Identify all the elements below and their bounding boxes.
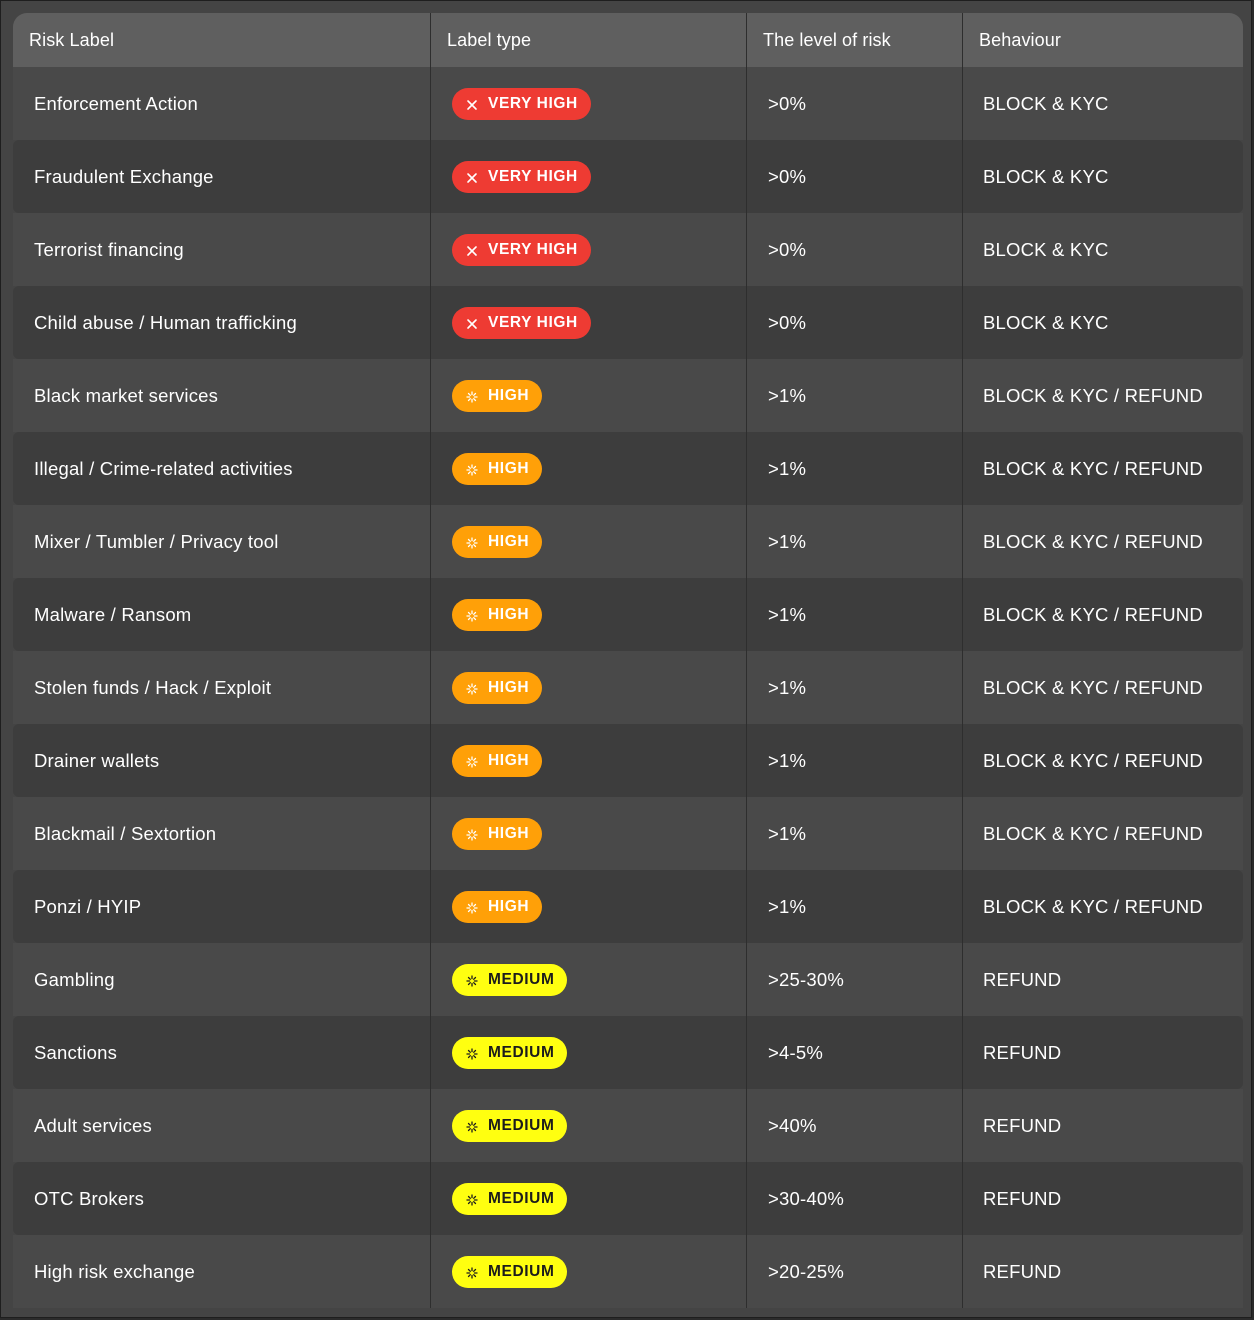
behaviour-cell: BLOCK & KYC / REFUND: [983, 530, 1203, 552]
label-type-cell: [431, 578, 747, 651]
risk-label-cell: Fraudulent Exchange: [13, 140, 431, 213]
behaviour-cell: BLOCK & KYC: [983, 92, 1109, 114]
close-icon: [466, 317, 478, 329]
risk-label-cell: Adult services: [13, 1089, 431, 1162]
sparkle-icon: [466, 974, 478, 986]
badge-label: HIGH: [488, 532, 530, 550]
label-type-cell: [431, 797, 747, 870]
close-icon: [466, 244, 478, 256]
risk-level-cell: >0%: [747, 67, 963, 140]
risk-label-cell: Blackmail / Sextortion: [13, 797, 431, 870]
risk-level-cell: >1%: [747, 505, 963, 578]
behaviour-cell: REFUND: [983, 1114, 1062, 1136]
risk-level-cell: >0%: [747, 286, 963, 359]
label-type-cell: [431, 213, 747, 286]
behaviour-cell: REFUND: [983, 1260, 1062, 1282]
table-row: [13, 870, 1243, 943]
risk-label-cell: Mixer / Tumbler / Privacy tool: [13, 505, 431, 578]
risk-level-cell: >1%: [747, 797, 963, 870]
label-type-cell: [431, 1016, 747, 1089]
badge-label: MEDIUM: [488, 1262, 555, 1280]
risk-level-badge: [452, 1110, 567, 1142]
risk-level-cell: >1%: [747, 432, 963, 505]
behaviour-cell: REFUND: [983, 968, 1062, 990]
table-row: [13, 1016, 1243, 1089]
badge-label: HIGH: [488, 386, 530, 404]
badge-label: HIGH: [488, 678, 530, 696]
table-row: [13, 1235, 1243, 1308]
label-type-cell: [431, 724, 747, 797]
table-row: [13, 140, 1243, 213]
risk-level-badge: [452, 453, 542, 485]
badge-label: MEDIUM: [488, 970, 555, 988]
risk-label-cell: Sanctions: [13, 1016, 431, 1089]
label-type-cell: [431, 67, 747, 140]
table-row: [13, 286, 1243, 359]
table-row: [13, 724, 1243, 797]
risk-level-badge: [452, 234, 591, 266]
badge-label: VERY HIGH: [488, 167, 578, 185]
behaviour-cell: REFUND: [983, 1041, 1062, 1063]
table-body: [13, 67, 1243, 1308]
behaviour-cell: BLOCK & KYC / REFUND: [983, 676, 1203, 698]
table-row: [13, 1162, 1243, 1235]
table-row: [13, 359, 1243, 432]
sparkle-icon: [466, 1266, 478, 1278]
risk-label-cell: Drainer wallets: [13, 724, 431, 797]
risk-level-badge: [452, 599, 542, 631]
behaviour-cell: BLOCK & KYC / REFUND: [983, 457, 1203, 479]
risk-level-cell: >0%: [747, 213, 963, 286]
sparkle-icon: [466, 682, 478, 694]
risk-label-cell: Ponzi / HYIP: [13, 870, 431, 943]
label-type-cell: [431, 359, 747, 432]
label-type-cell: [431, 943, 747, 1016]
risk-level-badge: [452, 526, 542, 558]
behaviour-cell: BLOCK & KYC / REFUND: [983, 384, 1203, 406]
label-type-cell: [431, 1235, 747, 1308]
table-header: [13, 13, 1243, 67]
label-type-cell: [431, 870, 747, 943]
risk-label-cell: Malware / Ransom: [13, 578, 431, 651]
risk-label-cell: High risk exchange: [13, 1235, 431, 1308]
table-row: [13, 943, 1243, 1016]
risk-level-cell: >1%: [747, 359, 963, 432]
risk-level-cell: >0%: [747, 140, 963, 213]
table-row: [13, 578, 1243, 651]
risk-level-cell: >20-25%: [747, 1235, 963, 1308]
risk-level-badge: [452, 745, 542, 777]
risk-level-badge: [452, 891, 542, 923]
risk-level-badge: [452, 964, 567, 996]
risk-level-badge: [452, 307, 591, 339]
risk-level-badge: [452, 380, 542, 412]
behaviour-cell: BLOCK & KYC: [983, 311, 1109, 333]
risk-level-badge: [452, 818, 542, 850]
behaviour-cell: BLOCK & KYC: [983, 165, 1109, 187]
sparkle-icon: [466, 1120, 478, 1132]
risk-level-cell: >1%: [747, 724, 963, 797]
risk-table: [13, 13, 1243, 1308]
badge-label: HIGH: [488, 605, 530, 623]
behaviour-cell: BLOCK & KYC / REFUND: [983, 603, 1203, 625]
header-risk-label: Risk Label: [13, 13, 431, 67]
sparkle-icon: [466, 1047, 478, 1059]
behaviour-cell: BLOCK & KYC / REFUND: [983, 749, 1203, 771]
risk-level-cell: >30-40%: [747, 1162, 963, 1235]
badge-label: MEDIUM: [488, 1189, 555, 1207]
risk-level-cell: >1%: [747, 578, 963, 651]
sparkle-icon: [466, 536, 478, 548]
behaviour-cell: BLOCK & KYC / REFUND: [983, 895, 1203, 917]
sparkle-icon: [466, 1193, 478, 1205]
table-row: [13, 505, 1243, 578]
risk-level-cell: >1%: [747, 651, 963, 724]
sparkle-icon: [466, 609, 478, 621]
sparkle-icon: [466, 755, 478, 767]
table-row: [13, 213, 1243, 286]
sparkle-icon: [466, 828, 478, 840]
behaviour-cell: BLOCK & KYC: [983, 238, 1109, 260]
sparkle-icon: [466, 901, 478, 913]
risk-label-cell: Terrorist financing: [13, 213, 431, 286]
table-row: [13, 1089, 1243, 1162]
table-row: [13, 797, 1243, 870]
label-type-cell: [431, 286, 747, 359]
header-level-of-risk: The level of risk: [747, 13, 963, 67]
badge-label: VERY HIGH: [488, 240, 578, 258]
behaviour-cell: REFUND: [983, 1187, 1062, 1209]
badge-label: MEDIUM: [488, 1043, 555, 1061]
header-behaviour: Behaviour: [979, 29, 1061, 50]
table-row: [13, 651, 1243, 724]
risk-level-cell: >1%: [747, 870, 963, 943]
badge-label: HIGH: [488, 751, 530, 769]
badge-label: MEDIUM: [488, 1116, 555, 1134]
badge-label: HIGH: [488, 897, 530, 915]
risk-level-cell: >40%: [747, 1089, 963, 1162]
risk-level-badge: [452, 161, 591, 193]
close-icon: [466, 171, 478, 183]
badge-label: HIGH: [488, 824, 530, 842]
label-type-cell: [431, 432, 747, 505]
badge-label: HIGH: [488, 459, 530, 477]
header-label-type: Label type: [431, 13, 747, 67]
risk-level-cell: >4-5%: [747, 1016, 963, 1089]
risk-label-cell: Enforcement Action: [13, 67, 431, 140]
risk-label-cell: Black market services: [13, 359, 431, 432]
risk-label-cell: Illegal / Crime-related activities: [13, 432, 431, 505]
badge-label: VERY HIGH: [488, 94, 578, 112]
sparkle-icon: [466, 463, 478, 475]
risk-label-cell: Gambling: [13, 943, 431, 1016]
label-type-cell: [431, 651, 747, 724]
badge-label: VERY HIGH: [488, 313, 578, 331]
risk-level-badge: [452, 88, 591, 120]
risk-label-cell: Child abuse / Human trafficking: [13, 286, 431, 359]
label-type-cell: [431, 505, 747, 578]
risk-level-cell: >25-30%: [747, 943, 963, 1016]
label-type-cell: [431, 1162, 747, 1235]
close-icon: [466, 98, 478, 110]
table-row: [13, 67, 1243, 140]
risk-level-badge: [452, 672, 542, 704]
table-row: [13, 432, 1243, 505]
risk-label-cell: OTC Brokers: [13, 1162, 431, 1235]
risk-level-badge: [452, 1183, 567, 1215]
label-type-cell: [431, 1089, 747, 1162]
risk-level-badge: [452, 1037, 567, 1069]
label-type-cell: [431, 140, 747, 213]
risk-label-cell: Stolen funds / Hack / Exploit: [13, 651, 431, 724]
sparkle-icon: [466, 390, 478, 402]
behaviour-cell: BLOCK & KYC / REFUND: [983, 822, 1203, 844]
risk-level-badge: [452, 1256, 567, 1288]
